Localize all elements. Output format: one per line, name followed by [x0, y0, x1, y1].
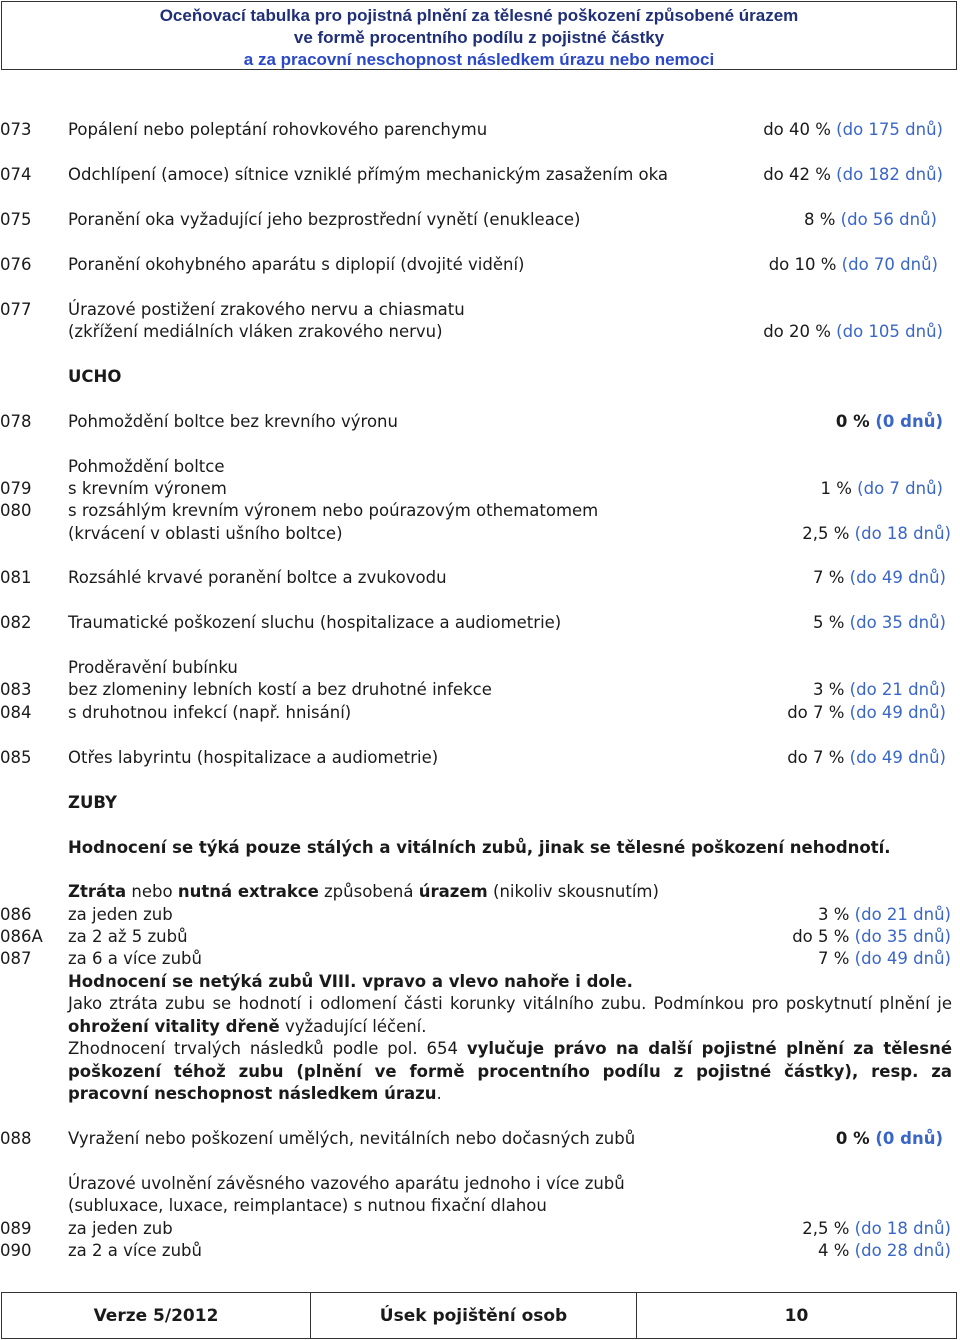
row-079	[0, 478, 960, 500]
footer-section: Úsek pojištění osob	[311, 1293, 637, 1338]
item-number: 082	[0, 613, 32, 632]
item-number: 086	[0, 905, 32, 924]
row-084	[0, 702, 960, 724]
item-value	[763, 119, 943, 141]
group-heading-boltce	[0, 456, 960, 478]
item-number: 078	[0, 412, 32, 431]
percent-value: do 42 %	[763, 165, 831, 184]
item-description: za jeden zub	[68, 905, 173, 924]
item-value	[769, 254, 938, 276]
item-value	[787, 702, 946, 724]
item-value	[818, 948, 951, 970]
item-description: za 2 a více zubů	[68, 1241, 202, 1260]
item-description: s druhotnou infekcí (např. hnisání)	[68, 703, 352, 722]
item-value	[804, 209, 937, 231]
days-value: (do 49 dnů)	[849, 703, 946, 722]
days-value: (do 70 dnů)	[841, 255, 938, 274]
viii-note	[0, 971, 960, 993]
percent-value: 0 %	[835, 1129, 870, 1148]
note-text: Hodnocení se netýká zubů VIII. vpravo a vlevo nahoře i dole.	[68, 972, 633, 991]
item-description: Traumatické poškození sluchu (hospitalizace a audiometrie)	[68, 613, 562, 632]
item-description: Poranění oka vyžadující jeho bezprostřední vynětí (enukleace)	[68, 210, 581, 229]
percent-value: do 40 %	[763, 120, 831, 139]
days-value: (do 18 dnů)	[854, 524, 951, 543]
exclusion-paragraph: Zhodnocení trvalých následků podle pol. 654 vylučuje právo na další pojistné plnění za tělesné poškození téhož zubu (plnění ve formě procentního podílu z pojistné částky), resp. za pracovní neschopnost následkem úrazu.	[68, 1039, 953, 1103]
group-heading-bubinek	[0, 657, 960, 679]
row-088	[0, 1128, 960, 1150]
item-number: 088	[0, 1129, 32, 1148]
days-value: (do 21 dnů)	[854, 905, 951, 924]
item-description: (krvácení v oblasti ušního boltce)	[68, 524, 343, 543]
note-text: Ztráta nebo nutná extrakce způsobená úrazem (nikoliv skousnutím)	[68, 882, 659, 901]
item-description: (zkřížení mediálních vláken zrakového nervu)	[68, 322, 443, 341]
row-081	[0, 567, 960, 589]
item-value	[818, 904, 951, 926]
item-number: 087	[0, 949, 32, 968]
days-value: (0 dnů)	[875, 1129, 943, 1148]
footer-page-number: 10	[784, 1305, 809, 1326]
item-number: 090	[0, 1241, 32, 1260]
row-080-continued	[0, 523, 960, 545]
percent-value: 1 %	[820, 479, 852, 498]
item-number: 081	[0, 568, 32, 587]
percent-value: 2,5 %	[802, 524, 850, 543]
item-value	[763, 164, 943, 186]
item-description: Pohmoždění boltce bez krevního výronu	[68, 412, 398, 431]
item-description: Poranění okohybného aparátu s diplopií (dvojité vidění)	[68, 255, 525, 274]
days-value: (do 56 dnů)	[840, 210, 937, 229]
item-value	[836, 411, 943, 433]
days-value: (do 21 dnů)	[849, 680, 946, 699]
row-089	[0, 1218, 960, 1240]
percent-value: 0 %	[835, 412, 870, 431]
ztrata-heading	[0, 881, 960, 903]
section-ucho	[0, 366, 960, 388]
item-description: za 6 a více zubů	[68, 949, 202, 968]
days-value: (do 28 dnů)	[854, 1241, 951, 1260]
percent-value: do 5 %	[792, 927, 850, 946]
item-value	[792, 926, 951, 948]
item-description: Vyražení nebo poškození umělých, nevitálních nebo dočasných zubů	[68, 1129, 636, 1148]
item-description: s krevním výronem	[68, 479, 227, 498]
item-value	[818, 1240, 951, 1262]
item-value	[813, 612, 946, 634]
item-value	[763, 321, 943, 343]
days-value: (do 18 dnů)	[854, 1219, 951, 1238]
item-number: 084	[0, 703, 32, 722]
section-heading: ZUBY	[68, 793, 117, 812]
item-description: bez zlomeniny lebních kostí a bez druhotné infekce	[68, 680, 492, 699]
item-description: Odchlípení (amoce) sítnice vzniklé přímým mechanickým zasažením oka	[68, 165, 669, 184]
row-077	[0, 299, 960, 321]
item-number: 079	[0, 479, 32, 498]
item-value	[802, 523, 951, 545]
section-heading: UCHO	[68, 367, 122, 386]
days-value: (do 35 dnů)	[854, 927, 951, 946]
percent-value: 4 %	[818, 1241, 850, 1260]
days-value: (do 175 dnů)	[836, 120, 943, 139]
item-number: 075	[0, 210, 32, 229]
percent-value: 7 %	[813, 568, 845, 587]
group-heading: Pohmoždění boltce	[68, 457, 225, 476]
zuby-intro	[0, 837, 960, 859]
item-value	[802, 1218, 951, 1240]
item-description: za 2 až 5 zubů	[68, 927, 188, 946]
group-heading: (subluxace, luxace, reimplantace) s nutnou fixační dlahou	[68, 1196, 547, 1215]
group-heading-fixace	[0, 1173, 960, 1195]
percent-value: 5 %	[813, 613, 845, 632]
row-086	[0, 904, 960, 926]
percent-value: do 20 %	[763, 322, 831, 341]
item-number: 077	[0, 300, 32, 319]
days-value: (do 35 dnů)	[849, 613, 946, 632]
row-086a	[0, 926, 960, 948]
group-heading-fixace-continued	[0, 1195, 960, 1217]
days-value: (do 49 dnů)	[849, 568, 946, 587]
item-value	[813, 567, 946, 589]
percent-value: 2,5 %	[802, 1219, 850, 1238]
vitality-paragraph: Jako ztráta zubu se hodnotí i odlomení části korunky vitálního zubu. Podmínkou pro poskytnutí plnění je ohrožení vitality dřeně vyžadující léčení.	[68, 994, 952, 1036]
percent-value: 3 %	[818, 905, 850, 924]
item-description: Rozsáhlé krvavé poranění boltce a zvukovodu	[68, 568, 447, 587]
days-value: (0 dnů)	[875, 412, 943, 431]
item-description: Popálení nebo poleptání rohovkového parenchymu	[68, 120, 488, 139]
percent-value: 8 %	[804, 210, 836, 229]
percent-value: do 10 %	[768, 255, 837, 274]
row-090	[0, 1240, 960, 1262]
item-value	[787, 747, 946, 769]
item-number: 073	[0, 120, 32, 139]
days-value: (do 49 dnů)	[849, 748, 946, 767]
row-082	[0, 612, 960, 634]
header-title-line-1: Oceňovací tabulka pro pojistná plnění za tělesné poškození způsobené úrazem	[159, 6, 799, 25]
header-title-line-2: ve formě procentního podílu z pojistné částky	[293, 28, 665, 47]
row-085	[0, 747, 960, 769]
item-value	[821, 478, 944, 500]
item-number: 080	[0, 501, 32, 520]
days-value: (do 7 dnů)	[857, 479, 943, 498]
item-number: 074	[0, 165, 32, 184]
row-077-continued	[0, 321, 960, 343]
item-description: Otřes labyrintu (hospitalizace a audiometrie)	[68, 748, 439, 767]
row-078	[0, 411, 960, 433]
days-value: (do 105 dnů)	[836, 322, 943, 341]
footer-version: Verze 5/2012	[2, 1293, 311, 1338]
row-076	[0, 254, 960, 276]
days-value: (do 49 dnů)	[854, 949, 951, 968]
document-footer	[1, 1292, 957, 1339]
item-description: s rozsáhlým krevním výronem nebo poúrazovým othematomem	[68, 501, 599, 520]
percent-value: do 7 %	[787, 748, 845, 767]
header-title-line-3: a za pracovní neschopnost následkem úrazu nebo nemoci	[243, 50, 715, 69]
percent-value: do 7 %	[787, 703, 845, 722]
days-value: (do 182 dnů)	[836, 165, 943, 184]
item-description: Úrazové postižení zrakového nervu a chiasmatu	[68, 300, 465, 319]
row-075	[0, 209, 960, 231]
item-description: za jeden zub	[68, 1219, 173, 1238]
item-number: 076	[0, 255, 32, 274]
row-073	[0, 119, 960, 141]
document-header	[1, 1, 957, 70]
item-value	[836, 1128, 943, 1150]
group-heading: Úrazové uvolnění závěsného vazového aparátu jednoho i více zubů	[68, 1174, 625, 1193]
row-080	[0, 500, 960, 522]
row-083	[0, 679, 960, 701]
item-number: 086A	[0, 927, 43, 946]
row-074	[0, 164, 960, 186]
group-heading: Proděravění bubínku	[68, 658, 238, 677]
row-087	[0, 948, 960, 970]
item-number: 085	[0, 748, 32, 767]
item-number: 089	[0, 1219, 32, 1238]
note-text: Hodnocení se týká pouze stálých a vitálních zubů, jinak se tělesné poškození nehodnotí.	[68, 838, 891, 857]
section-zuby	[0, 792, 960, 814]
percent-value: 3 %	[813, 680, 845, 699]
item-number: 083	[0, 680, 32, 699]
percent-value: 7 %	[818, 949, 850, 968]
item-value	[813, 679, 946, 701]
